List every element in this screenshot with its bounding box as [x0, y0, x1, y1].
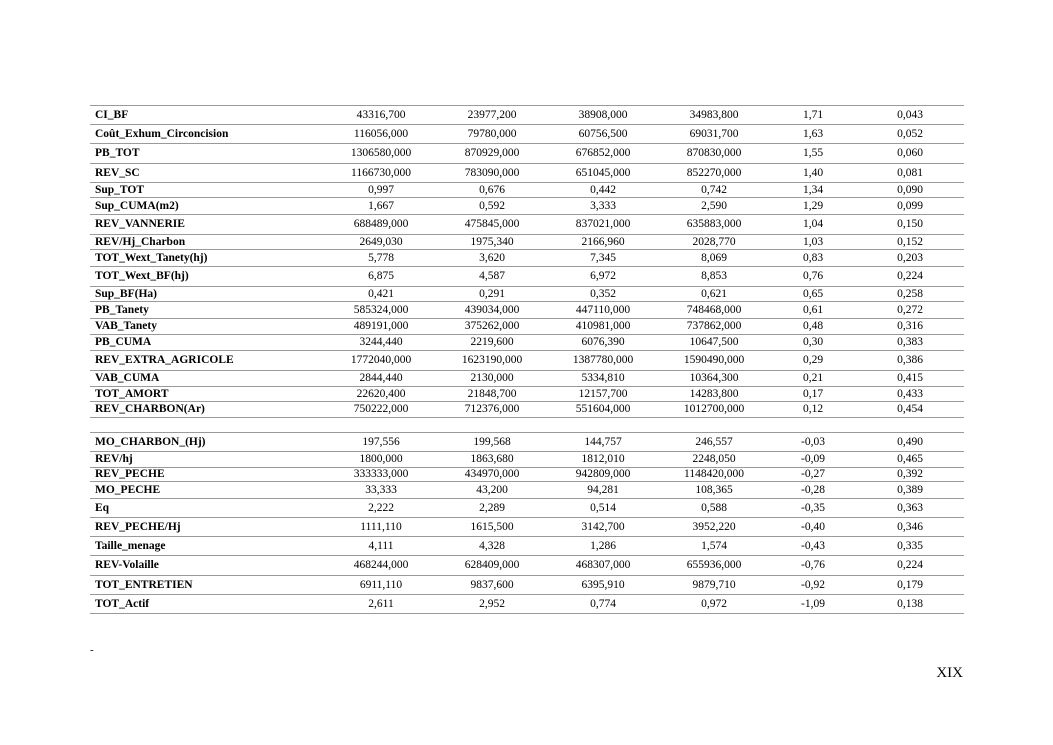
table-cell: 1387780,000 [548, 351, 658, 371]
table-cell: 2,952 [436, 595, 548, 614]
table-cell: 0,081 [856, 164, 964, 183]
row-label: TOT_Wext_BF(hj) [90, 267, 326, 287]
table-cell: -0,92 [770, 576, 856, 595]
table-cell: 410981,000 [548, 319, 658, 335]
table-cell: 1812,010 [548, 452, 658, 468]
table-cell: 0,335 [856, 537, 964, 556]
table-cell: 852270,000 [658, 164, 770, 183]
table-cell: 0,272 [856, 302, 964, 319]
table-cell: 0,386 [856, 351, 964, 371]
table-cell: 3142,700 [548, 518, 658, 537]
table-cell: -0,27 [770, 468, 856, 482]
table-cell: 2,590 [658, 198, 770, 215]
statistics-table [90, 105, 964, 614]
table-cell: 8,853 [658, 267, 770, 287]
table-cell: 2166,960 [548, 235, 658, 250]
table-cell: 1,04 [770, 215, 856, 235]
table-cell: 21848,700 [436, 387, 548, 402]
table-cell: 9837,600 [436, 576, 548, 595]
table-cell: 3244,440 [326, 335, 436, 351]
empty-cell [90, 418, 326, 433]
table-cell: -0,76 [770, 556, 856, 576]
table-cell: 0,258 [856, 287, 964, 302]
table-cell: 0,383 [856, 335, 964, 351]
table-cell: 1111,110 [326, 518, 436, 537]
table-cell: 0,588 [658, 499, 770, 518]
table-row [90, 371, 964, 387]
table-cell: 1,71 [770, 106, 856, 125]
table-row [90, 215, 964, 235]
table-row [90, 433, 964, 452]
table-row [90, 319, 964, 335]
table-row [90, 518, 964, 537]
row-label: PB_CUMA [90, 335, 326, 351]
row-label: Sup_CUMA(m2) [90, 198, 326, 215]
table-cell: 4,328 [436, 537, 548, 556]
table-cell: 246,557 [658, 433, 770, 452]
table-cell: 0,12 [770, 402, 856, 418]
table-cell: 447110,000 [548, 302, 658, 319]
row-label: REV_SC [90, 164, 326, 183]
row-label: REV-Volaille [90, 556, 326, 576]
table-row [90, 267, 964, 287]
row-label: MO_PECHE [90, 482, 326, 499]
table-cell: -0,43 [770, 537, 856, 556]
table-cell: 0,29 [770, 351, 856, 371]
footnote-mark: - [90, 644, 94, 656]
table-cell: 468244,000 [326, 556, 436, 576]
table-cell: 0,65 [770, 287, 856, 302]
table-cell: 0,17 [770, 387, 856, 402]
table-cell: 1306580,000 [326, 144, 436, 164]
empty-cell [770, 418, 856, 433]
table-cell: 0,352 [548, 287, 658, 302]
row-label: PB_TOT [90, 144, 326, 164]
table-cell: 1772040,000 [326, 351, 436, 371]
table-cell: 10647,500 [658, 335, 770, 351]
table-row [90, 387, 964, 402]
table-cell: 0,774 [548, 595, 658, 614]
row-label: VAB_CUMA [90, 371, 326, 387]
row-label: TOT_Wext_Tanety(hj) [90, 250, 326, 267]
table-row [90, 250, 964, 267]
row-label: MO_CHARBON_(Hj) [90, 433, 326, 452]
table-cell: 1,63 [770, 125, 856, 144]
table-cell: 0,316 [856, 319, 964, 335]
table-cell: 0,203 [856, 250, 964, 267]
row-label: Sup_TOT [90, 183, 326, 198]
table-cell: 0,389 [856, 482, 964, 499]
table-cell: 3,333 [548, 198, 658, 215]
row-label: Eq [90, 499, 326, 518]
table-cell: 468307,000 [548, 556, 658, 576]
table-cell: 2649,030 [326, 235, 436, 250]
table-cell: 439034,000 [436, 302, 548, 319]
table-cell: 0,150 [856, 215, 964, 235]
table-cell: 1800,000 [326, 452, 436, 468]
table-cell: 0,152 [856, 235, 964, 250]
table-cell: 22620,400 [326, 387, 436, 402]
row-label: CI_BF [90, 106, 326, 125]
table-cell: 748468,000 [658, 302, 770, 319]
table-cell: 14283,800 [658, 387, 770, 402]
table-cell: 651045,000 [548, 164, 658, 183]
row-label: REV_EXTRA_AGRICOLE [90, 351, 326, 371]
table-cell: 38908,000 [548, 106, 658, 125]
table-cell: 712376,000 [436, 402, 548, 418]
table-cell: 23977,200 [436, 106, 548, 125]
table-cell: 0,138 [856, 595, 964, 614]
row-label: Taille_menage [90, 537, 326, 556]
table-cell: 0,61 [770, 302, 856, 319]
table-cell: 12157,700 [548, 387, 658, 402]
table-cell: 475845,000 [436, 215, 548, 235]
separator-row [90, 418, 964, 433]
table-cell: 0,043 [856, 106, 964, 125]
table-cell: 0,060 [856, 144, 964, 164]
table-cell: 837021,000 [548, 215, 658, 235]
table-cell: 199,568 [436, 433, 548, 452]
table-cell: -0,09 [770, 452, 856, 468]
table-cell: 1,574 [658, 537, 770, 556]
table-row [90, 125, 964, 144]
table-cell: 197,556 [326, 433, 436, 452]
table-cell: 0,433 [856, 387, 964, 402]
table-row [90, 198, 964, 215]
table-cell: 489191,000 [326, 319, 436, 335]
table-row [90, 452, 964, 468]
table-cell: 1,40 [770, 164, 856, 183]
table-cell: 750222,000 [326, 402, 436, 418]
table-cell: 0,48 [770, 319, 856, 335]
table-cell: 0,83 [770, 250, 856, 267]
table-row [90, 556, 964, 576]
empty-cell [436, 418, 548, 433]
table-cell: 6911,110 [326, 576, 436, 595]
table-cell: 0,454 [856, 402, 964, 418]
row-label: REV_PECHE/Hj [90, 518, 326, 537]
table-cell: 1615,500 [436, 518, 548, 537]
table-cell: 10364,300 [658, 371, 770, 387]
table-cell: 2844,440 [326, 371, 436, 387]
table-cell: 0,291 [436, 287, 548, 302]
table-cell: 2028,770 [658, 235, 770, 250]
row-label: REV_PECHE [90, 468, 326, 482]
row-label: REV_CHARBON(Ar) [90, 402, 326, 418]
table-cell: 2130,000 [436, 371, 548, 387]
row-label: TOT_Actif [90, 595, 326, 614]
table-cell: 870830,000 [658, 144, 770, 164]
table-cell: 1,286 [548, 537, 658, 556]
row-label: TOT_AMORT [90, 387, 326, 402]
table-cell: 6076,390 [548, 335, 658, 351]
row-label: TOT_ENTRETIEN [90, 576, 326, 595]
table-cell: 4,587 [436, 267, 548, 287]
table-cell: 43316,700 [326, 106, 436, 125]
table-cell: 0,346 [856, 518, 964, 537]
table-cell: 6,972 [548, 267, 658, 287]
table-row [90, 183, 964, 198]
table-cell: 1623190,000 [436, 351, 548, 371]
table-cell: 8,069 [658, 250, 770, 267]
table-cell: 2,611 [326, 595, 436, 614]
table-cell: 1,29 [770, 198, 856, 215]
table-cell: 60756,500 [548, 125, 658, 144]
table-cell: 1975,340 [436, 235, 548, 250]
table-cell: 1,03 [770, 235, 856, 250]
table-cell: 1148420,000 [658, 468, 770, 482]
table-row [90, 144, 964, 164]
table-cell: 1012700,000 [658, 402, 770, 418]
table-cell: 116056,000 [326, 125, 436, 144]
table-cell: 0,224 [856, 267, 964, 287]
table-cell: 688489,000 [326, 215, 436, 235]
table-cell: 6,875 [326, 267, 436, 287]
table-row [90, 302, 964, 319]
table-cell: 0,621 [658, 287, 770, 302]
table-cell: 108,365 [658, 482, 770, 499]
table-cell: 144,757 [548, 433, 658, 452]
table-cell: 0,742 [658, 183, 770, 198]
table-cell: 0,224 [856, 556, 964, 576]
table-cell: 3952,220 [658, 518, 770, 537]
table-cell: 942809,000 [548, 468, 658, 482]
table-cell: 0,415 [856, 371, 964, 387]
table-cell: 2248,050 [658, 452, 770, 468]
table-row [90, 537, 964, 556]
table-cell: 79780,000 [436, 125, 548, 144]
empty-cell [658, 418, 770, 433]
table-cell: 1,34 [770, 183, 856, 198]
table-cell: 69031,700 [658, 125, 770, 144]
table-cell: 2219,600 [436, 335, 548, 351]
table-cell: 3,620 [436, 250, 548, 267]
table-cell: 1,667 [326, 198, 436, 215]
table-cell: 0,514 [548, 499, 658, 518]
table-row [90, 106, 964, 125]
table-cell: 870929,000 [436, 144, 548, 164]
table-cell: 655936,000 [658, 556, 770, 576]
table-cell: -0,28 [770, 482, 856, 499]
row-label: PB_Tanety [90, 302, 326, 319]
table-cell: 0,421 [326, 287, 436, 302]
table-cell: 375262,000 [436, 319, 548, 335]
row-label: Coût_Exhum_Circoncision [90, 125, 326, 144]
table-cell: 0,392 [856, 468, 964, 482]
table-cell: 33,333 [326, 482, 436, 499]
row-label: REV/hj [90, 452, 326, 468]
table-row [90, 235, 964, 250]
table-cell: 0,052 [856, 125, 964, 144]
table-cell: 676852,000 [548, 144, 658, 164]
table-cell: 737862,000 [658, 319, 770, 335]
table-cell: -0,03 [770, 433, 856, 452]
table-row [90, 576, 964, 595]
table-cell: 635883,000 [658, 215, 770, 235]
table-cell: 2,289 [436, 499, 548, 518]
table-cell: -1,09 [770, 595, 856, 614]
table-row [90, 287, 964, 302]
empty-cell [326, 418, 436, 433]
table-cell: 628409,000 [436, 556, 548, 576]
table-cell: 6395,910 [548, 576, 658, 595]
table-cell: 0,592 [436, 198, 548, 215]
table-cell: 1,55 [770, 144, 856, 164]
table-cell: 0,090 [856, 183, 964, 198]
table-row [90, 499, 964, 518]
empty-cell [856, 418, 964, 433]
row-label: REV_VANNERIE [90, 215, 326, 235]
table-cell: 5334,810 [548, 371, 658, 387]
table-row [90, 468, 964, 482]
table-row [90, 351, 964, 371]
table-cell: 5,778 [326, 250, 436, 267]
row-label: Sup_BF(Ha) [90, 287, 326, 302]
table-cell: 0,179 [856, 576, 964, 595]
table-cell: 0,490 [856, 433, 964, 452]
table-cell: 585324,000 [326, 302, 436, 319]
table-cell: 43,200 [436, 482, 548, 499]
table-cell: 94,281 [548, 482, 658, 499]
table-cell: 434970,000 [436, 468, 548, 482]
row-label: VAB_Tanety [90, 319, 326, 335]
table-cell: 1863,680 [436, 452, 548, 468]
table-cell: -0,40 [770, 518, 856, 537]
table-cell: 0,997 [326, 183, 436, 198]
table-cell: 0,972 [658, 595, 770, 614]
empty-cell [548, 418, 658, 433]
table-cell: 0,21 [770, 371, 856, 387]
table-cell: 0,676 [436, 183, 548, 198]
page-number: XIX [936, 665, 963, 681]
table-row [90, 595, 964, 614]
table-cell: 783090,000 [436, 164, 548, 183]
table-cell: 333333,000 [326, 468, 436, 482]
table-row [90, 335, 964, 351]
row-label: REV/Hj_Charbon [90, 235, 326, 250]
table-row [90, 482, 964, 499]
table-cell: 34983,800 [658, 106, 770, 125]
table-cell: 0,099 [856, 198, 964, 215]
table-cell: 0,442 [548, 183, 658, 198]
table-cell: 1590490,000 [658, 351, 770, 371]
table-cell: 9879,710 [658, 576, 770, 595]
table-cell: 1166730,000 [326, 164, 436, 183]
table-cell: 4,111 [326, 537, 436, 556]
table-cell: 551604,000 [548, 402, 658, 418]
table-cell: 0,465 [856, 452, 964, 468]
table-cell: -0,35 [770, 499, 856, 518]
table-cell: 0,363 [856, 499, 964, 518]
table-cell: 7,345 [548, 250, 658, 267]
table-cell: 0,30 [770, 335, 856, 351]
table-cell: 0,76 [770, 267, 856, 287]
table-row [90, 164, 964, 183]
table-cell: 2,222 [326, 499, 436, 518]
table-row [90, 402, 964, 418]
